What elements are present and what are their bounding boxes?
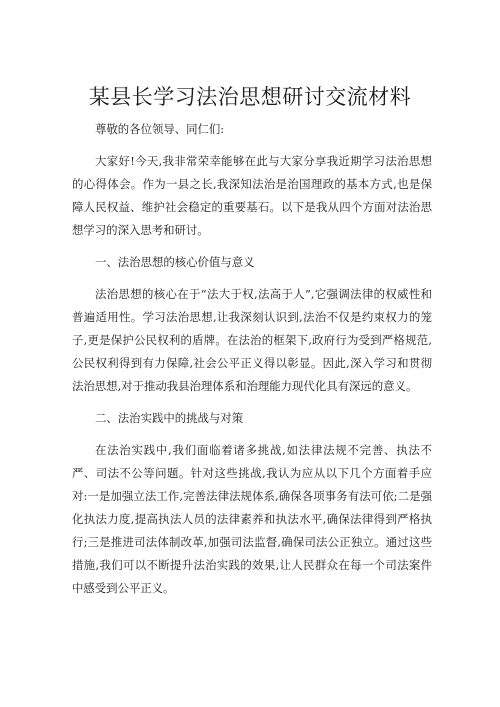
section-heading-2: 二、法治实践中的挑战与对策 — [95, 411, 244, 425]
salutation: 尊敬的各位领导、同仁们: — [95, 122, 225, 136]
intro-paragraph: 大家好!今天,我非常荣幸能够在此与大家分享我近期学习法治思想的心得体会。作为一县之长,我深知法治是治国理政的基本方式,也是保障人民权益、维护社会稳定的重要基石。以下是我从四个方面对法治思想学习的深入思考和研讨。 — [72, 154, 432, 237]
section-1-paragraph: 法治思想的核心在于“法大于权,法高于人”,它强调法律的权威性和普遍适用性。学习法治思想,让我深刻认识到,法治不仅是约束权力的笼子,更是保护公民权利的盾牌。在法治的框架下,政府行为受到严格规范,公民权利得到有力保障,社会公平正义得以彰显。因此,深入学习和贯彻法治思想,对于推动我县治理体系和治理能力现代化具有深远的意义。 — [72, 287, 432, 393]
section-heading-1: 一、法治思想的核心价值与意义 — [95, 255, 255, 269]
document-body — [72, 118, 432, 609]
section-2-paragraph: 在法治实践中,我们面临着诸多挑战,如法律法规不完善、执法不严、司法不公等问题。针对这些挑战,我认为应从以下几个方面着手应对:一是加强立法工作,完善法律法规体系,确保各项事务有法可依;二是强化执法力度,提高执法人员的法律素养和执法水平,确保法律得到严格执行;三是推进司法体制改革,加强司法监督,确保司法公正独立。通过这些措施,我们可以不断提升法治实践的效果,让人民群众在每一个司法案件中感受到公平正义。 — [72, 443, 432, 595]
document-title: 某县长学习法治思想研讨交流材料 — [88, 85, 412, 109]
